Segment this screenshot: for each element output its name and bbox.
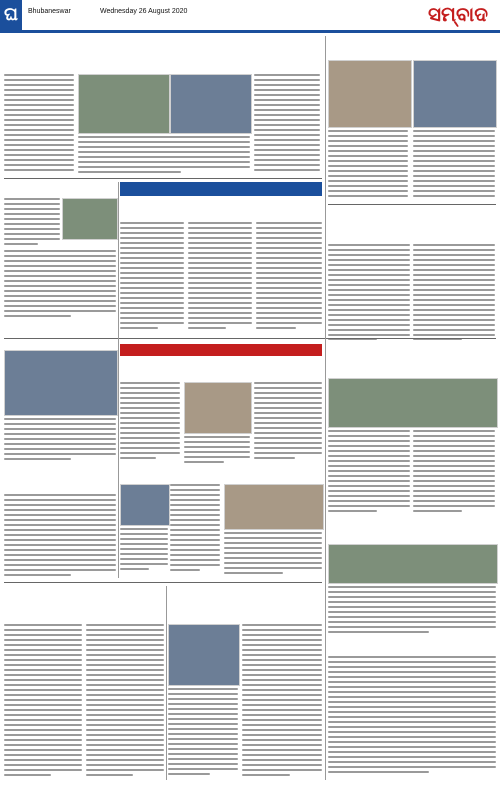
article-1-body [4,74,74,174]
article-12-photo [328,544,498,584]
column-divider [118,182,119,578]
article-13-body [328,656,496,776]
article-2-photo-2 [413,60,497,128]
article-4-body-2 [188,222,252,334]
article-1-photo-1 [78,74,170,134]
article-8-body-2 [413,430,495,514]
article-15-photo [168,624,240,686]
article-4-kicker [120,182,322,196]
article-14-body [4,624,82,780]
article-13 [328,640,496,654]
article-3 [4,182,116,196]
article-10-body-2 [120,528,168,578]
masthead-logo: ସମ୍ବାଦ [428,2,488,26]
article-3-photo [62,198,118,240]
article-10 [120,468,220,482]
article-5-body-2 [413,244,495,340]
page-number: ଘ [0,0,22,30]
article-1 [4,38,322,70]
article-2-body-2 [413,130,495,200]
divider [4,178,322,179]
article-15 [168,586,322,620]
article-1-photo-2 [170,74,252,134]
edition-label: Bhubaneswar [28,8,71,15]
article-7-body-2 [184,436,250,464]
article-14 [4,586,164,620]
article-15-body-2 [168,688,238,780]
article-6 [4,324,116,348]
article-8-photo [328,378,498,428]
article-14-body-2 [86,624,164,780]
article-2-body [328,130,408,200]
article-2 [328,38,496,58]
page-header [0,0,500,33]
column-divider [166,586,167,780]
article-6-photo [4,350,118,416]
article-7 [120,358,322,378]
article-5-body [328,244,410,340]
article-7-body [120,382,180,462]
divider [328,204,496,205]
article-5 [328,208,496,240]
date-english: Wednesday 26 August 2020 [100,8,188,15]
article-7-kicker [120,344,322,356]
article-11 [224,468,322,482]
article-9-body [4,494,116,578]
article-3-body-2 [4,250,116,320]
article-10-body [170,484,220,578]
article-4 [120,198,322,218]
article-7-photo [184,382,252,434]
article-7-body-3 [254,382,322,464]
article-15-body [242,624,322,780]
article-9 [4,466,116,492]
column-divider [325,36,326,780]
article-11-photo [224,484,324,530]
article-3-body [4,198,60,248]
article-8-body [328,430,410,514]
article-8 [328,344,496,374]
article-10-photo [120,484,170,526]
article-2-photo-1 [328,60,412,128]
article-11-body [224,532,322,578]
article-4-body-3 [256,222,322,334]
article-6-body [4,418,116,462]
article-4-body [120,222,184,334]
article-12 [328,518,496,542]
article-12-body [328,586,496,636]
article-1-body-2 [78,136,250,174]
article-1-body-3 [254,74,320,174]
divider [4,582,322,583]
